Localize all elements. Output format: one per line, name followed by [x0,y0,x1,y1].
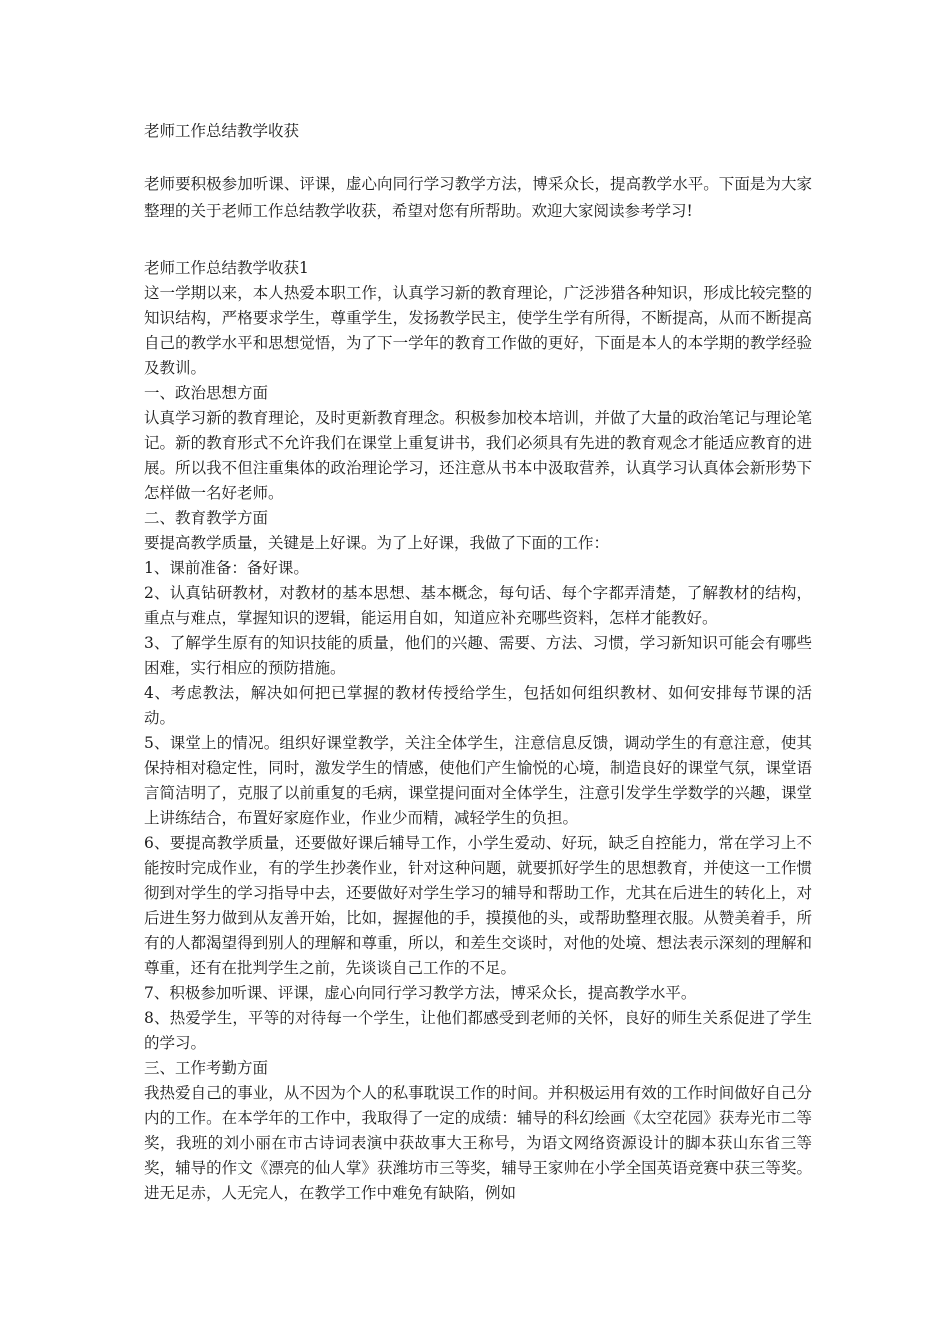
list-item: 5、课堂上的情况。组织好课堂教学，关注全体学生，注意信息反馈，调动学生的有意注意，使其保持相对稳定性，同时，激发学生的情感，使他们产生愉悦的心境，制造良好的课堂气氛，课堂语言简洁明了，克服了以前重复的毛病，课堂提问面对全体学生，注意引发学生学数学的兴趣，课堂上讲练结合，布置好家庭作业，作业少而精，减轻学生的负担。 [144,734,812,827]
list-item: 2、认真钻研教材，对教材的基本思想、基本概念，每句话、每个字都弄清楚，了解教材的结构，重点与难点，掌握知识的逻辑，能运用自如，知道应补充哪些资料，怎样才能教好。 [144,584,812,627]
intro-paragraph: 老师要积极参加听课、评课，虚心向同行学习教学方法，博采众长，提高教学水平。下面是为大家整理的关于老师工作总结教学收获，希望对您有所帮助。欢迎大家阅读参考学习! [144,175,812,220]
body-paragraph: 要提高教学质量，关键是上好课。为了上好课，我做了下面的工作： [144,534,610,552]
section-heading: 一、政治思想方面 [144,384,269,402]
list-item: 4、考虑教法，解决如何把已掌握的教材传授给学生，包括如何组织教材、如何安排每节课的活动。 [144,684,812,727]
document-body [144,256,812,1206]
list-item: 8、热爱学生，平等的对待每一个学生，让他们都感受到老师的关怀，良好的师生关系促进了学生的学习。 [144,1009,812,1052]
section-heading: 老师工作总结教学收获1 [144,259,309,277]
list-item: 1、课前准备：备好课。 [144,559,309,577]
body-paragraph: 这一学期以来，本人热爱本职工作，认真学习新的教育理论，广泛涉猎各种知识，形成比较完整的知识结构，严格要求学生，尊重学生，发扬教学民主，使学生学有所得，不断提高，从而不断提高自己的教学水平和思想觉悟，为了下一学年的教育工作做的更好，下面是本人的本学期的教学经验及教训。 [144,284,812,377]
body-paragraph: 我热爱自己的事业，从不因为个人的私事耽误工作的时间。并积极运用有效的工作时间做好自己分内的工作。在本学年的工作中，我取得了一定的成绩：辅导的科幻绘画《太空花园》获寿光市二等奖，我班的刘小丽在市古诗词表演中获故事大王称号，为语文网络资源设计的脚本获山东省三等奖，辅导的作文《漂亮的仙人掌》获潍坊市三等奖，辅导王家帅在小学全国英语竞赛中获三等奖。进无足赤，人无完人，在教学工作中难免有缺陷，例如 [144,1084,812,1202]
section-heading: 二、教育教学方面 [144,509,269,527]
document-page [144,118,812,1206]
list-item: 7、积极参加听课、评课，虚心向同行学习教学方法，博采众长，提高教学水平。 [144,984,697,1002]
list-item: 6、要提高教学质量，还要做好课后辅导工作，小学生爱动、好玩，缺乏自控能力，常在学习上不能按时完成作业，有的学生抄袭作业，针对这种问题，就要抓好学生的思想教育，并使这一工作惯彻到对学生的学习指导中去，还要做好对学生学习的辅导和帮助工作，尤其在后进生的转化上，对后进生努力做到从友善开始，比如，握握他的手，摸摸他的头，或帮助整理衣服。从赞美着手，所有的人都渴望得到别人的理解和尊重，所以，和差生交谈时，对他的处境、想法表示深刻的理解和尊重，还有在批判学生之前，先谈谈自己工作的不足。 [144,834,812,977]
section-heading: 三、工作考勤方面 [144,1059,269,1077]
list-item: 3、了解学生原有的知识技能的质量，他们的兴趣、需要、方法、习惯，学习新知识可能会有哪些困难，实行相应的预防措施。 [144,634,812,677]
document-title: 老师工作总结教学收获 [144,122,300,140]
body-paragraph: 认真学习新的教育理论，及时更新教育理念。积极参加校本培训，并做了大量的政治笔记与理论笔记。新的教育形式不允许我们在课堂上重复讲书，我们必须具有先进的教育观念才能适应教育的进展。所以我不但注重集体的政治理论学习，还注意从书本中汲取营养，认真学习认真体会新形势下怎样做一名好老师。 [144,409,812,502]
